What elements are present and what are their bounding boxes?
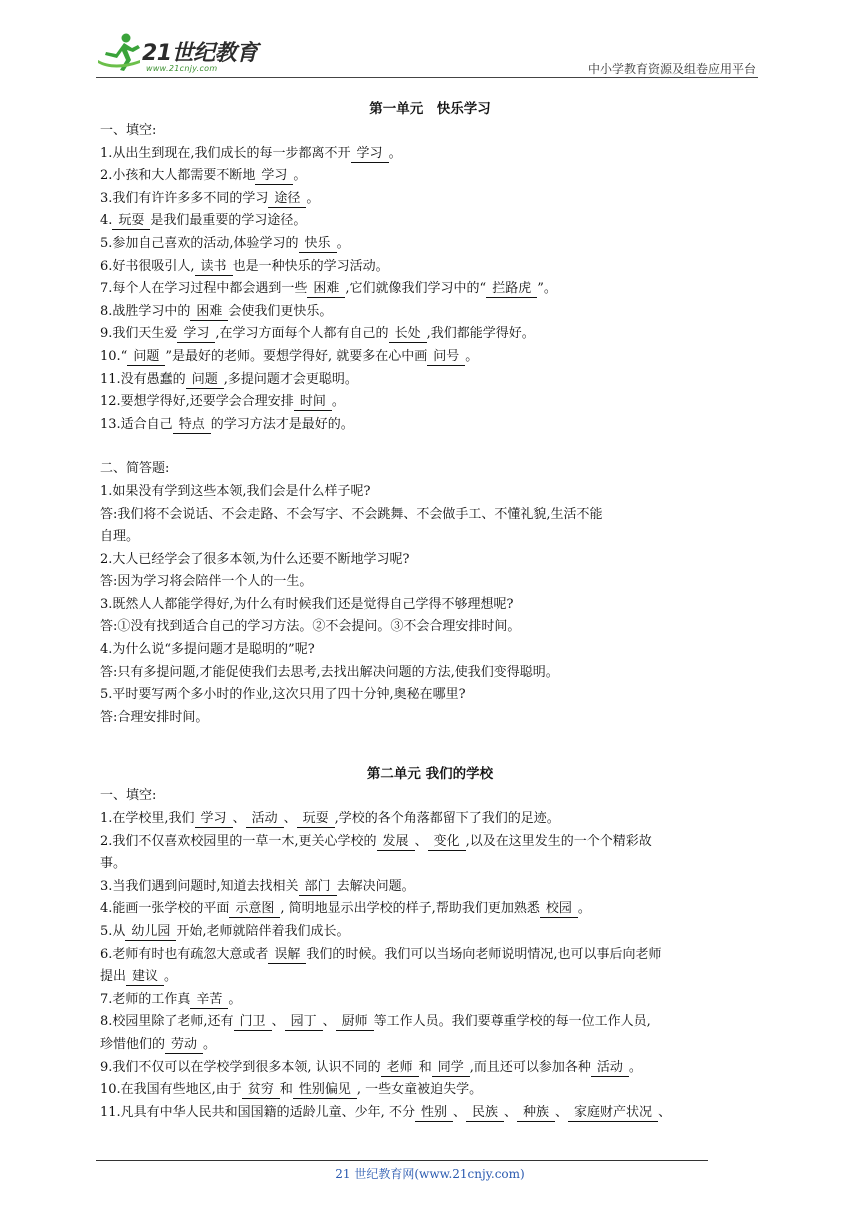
answer-blank: 学习 — [177, 325, 215, 343]
question-text: ,它们就像我们学习中的“ — [345, 281, 487, 297]
unit2-fill-line-7: 7.老师的工作真 辛苦 。 — [100, 991, 242, 1007]
answer-blank: 快乐 — [299, 235, 337, 253]
logo-url: www.21cnjy.com — [146, 64, 218, 73]
answer-line: 答:合理安排时间。 — [100, 709, 209, 725]
unit1-fill-heading: 一、填空: — [100, 123, 157, 138]
answer-line: 答:因为学习将会陪伴一个人的一生。 — [100, 574, 313, 590]
footer-link[interactable]: 21 世纪教育网(www.21cnjy.com) — [335, 1167, 525, 1181]
answer-line: 答:我们将不会说话、不会走路、不会写字、不会跳舞、不会做手工、不懂礼貌,生活不能 — [100, 506, 603, 522]
unit2-fill-line-9: 9.我们不仅可以在学校学到很多本领, 认识不同的 老师 和 同学 ,而且还可以参加各种 活动 。 — [100, 1059, 642, 1075]
document-body — [100, 98, 760, 1124]
unit1-fill-list — [100, 143, 760, 437]
answer-blank: 学习 — [255, 167, 293, 185]
question-text: ,多提问题才会更聪明。 — [223, 371, 358, 387]
unit1-qa-heading: 二、简答题: — [100, 461, 170, 477]
unit1-fill-line — [100, 301, 760, 324]
question-text: 13.适合自己 — [100, 416, 173, 432]
question-text: 12.要想学得好,还要学会合理安排 — [100, 394, 294, 410]
unit2-fill-line-1: 1.在学校里,我们 学习 、 活动 、 玩耍 ,学校的各个角落都留下了我们的足迹。 — [100, 811, 560, 827]
question-text: 是我们最重要的学习途径。 — [150, 213, 307, 229]
question-text: 4. — [100, 213, 113, 229]
unit1-fill-line — [100, 165, 760, 188]
question-text: 2.小孩和大人都需要不断地 — [100, 168, 256, 184]
unit2-fill-line-4: 4.能画一张学校的平面 示意图 , 简明地显示出学校的样子,帮助我们更加熟悉 校园 。 — [100, 901, 591, 917]
unit1-fill-line — [100, 278, 760, 301]
answer-blank: 困难 — [190, 303, 228, 321]
qa-line: 4.为什么说“多提问题才是聪明的”呢? — [100, 642, 315, 658]
unit2-fill-line-8-cont: 珍惜他们的 劳动 。 — [100, 1036, 217, 1052]
question-text: 。 — [465, 348, 479, 364]
unit2-fill-line-6-cont: 提出 建议 。 — [100, 969, 178, 985]
question-text: 。 — [331, 394, 345, 410]
unit2-fill-heading: 一、填空: — [100, 788, 157, 804]
unit2-fill-line-5: 5.从 幼儿园 开始,老师就陪伴着我们成长。 — [100, 924, 350, 939]
question-text: 。 — [306, 190, 320, 206]
answer-line: 答:①没有找到适合自己的学习方法。②不会提问。③不会合理安排时间。 — [100, 619, 521, 635]
unit1-fill-line — [100, 143, 760, 166]
question-text: 也是一种快乐的学习活动。 — [232, 258, 389, 274]
unit1-fill-line — [100, 188, 760, 211]
unit2-fill-line-8: 8.校园里除了老师,还有 门卫 、 园丁 、 厨师 等工作人员。我们要尊重学校的每一位工作人员, — [100, 1014, 651, 1030]
question-text: ,在学习方面每个人都有自己的 — [215, 326, 389, 342]
question-text: 6.好书很吸引人, — [100, 258, 195, 274]
qa-line: 2.大人已经学会了很多本领,为什么还要不断地学习呢? — [100, 551, 410, 567]
question-text: ,我们都能学得好。 — [426, 326, 535, 342]
unit2-fill-line-11: 11.凡具有中华人民共和国国籍的适龄儿童、少年, 不分 性别 、 民族 、 种族 、 家庭财产状况 、 — [100, 1104, 672, 1120]
answer-blank: 长处 — [389, 325, 427, 343]
answer-blank: 拦路虎 — [486, 280, 537, 298]
question-text: 9.我们天生爱 — [100, 326, 178, 342]
question-text: 7.每个人在学习过程中都会遇到一些 — [100, 281, 308, 297]
unit2-title: 第二单元 我们的学校 — [366, 766, 494, 783]
unit1-fill-line — [100, 414, 760, 437]
footer-divider — [96, 1160, 708, 1161]
qa-line: 5.平时要写两个多小时的作业,这次只用了四十分钟,奥秘在哪里? — [100, 687, 466, 703]
question-text: 。 — [293, 168, 307, 184]
spacer — [100, 729, 760, 763]
question-text: 5.参加自己喜欢的活动,体验学习的 — [100, 235, 299, 251]
question-text: 1.从出生到现在,我们成长的每一步都离不开 — [100, 145, 351, 161]
answer-blank: 特点 — [173, 416, 211, 434]
answer-blank: 问题 — [127, 348, 165, 366]
question-text: 10.“ — [100, 348, 128, 364]
answer-line: 答:只有多提问题,才能促使我们去思考,去找出解决问题的方法,使我们变得聪明。 — [100, 664, 559, 680]
unit2-fill-line-10: 10.在我国有些地区,由于 贫穷 和 性别偏见 , 一些女童被迫失学。 — [100, 1082, 483, 1098]
qa-line: 3.既然人人都能学得好,为什么有时候我们还是觉得自己学得不够理想呢? — [100, 596, 514, 612]
header-divider — [96, 77, 758, 78]
platform-label: 中小学教育资源及组卷应用平台 — [587, 62, 756, 76]
question-text: ”。 — [537, 281, 557, 297]
question-text: 。 — [388, 145, 402, 161]
unit1-fill-line — [100, 346, 760, 369]
unit2-fill-line-6: 6.老师有时也有疏忽大意或者 误解 我们的时候。我们可以当场向老师说明情况,也可以事后向老师 — [100, 946, 662, 962]
answer-blank: 问题 — [186, 371, 224, 389]
question-text: 。 — [336, 235, 350, 251]
unit1-qa-list — [100, 481, 760, 730]
page-header — [96, 30, 756, 80]
unit1-fill-line — [100, 233, 760, 256]
answer-blank: 问号 — [427, 348, 465, 366]
unit2-fill-line-3: 3.当我们遇到问题时,知道去找相关 部门 去解决问题。 — [100, 878, 415, 894]
unit1-fill-line — [100, 210, 760, 233]
spacer — [100, 436, 760, 458]
qa-line: 自理。 — [100, 529, 140, 545]
unit2-fill-line-2: 2.我们不仅喜欢校园里的一草一木,更关心学校的 发展 、 变化 ,以及在这里发生的一个个精彩故 — [100, 833, 652, 849]
unit1-fill-line — [100, 369, 760, 392]
runner-logo-icon — [96, 30, 142, 74]
answer-blank: 读书 — [195, 258, 233, 276]
answer-blank: 途径 — [268, 190, 306, 208]
unit1-fill-line — [100, 256, 760, 279]
unit1-title: 第一单元 快乐学习 — [369, 101, 491, 117]
answer-blank: 玩耍 — [112, 212, 150, 230]
unit1-fill-line — [100, 323, 760, 346]
question-text: 会使我们更快乐。 — [228, 303, 333, 319]
site-logo[interactable] — [96, 30, 266, 78]
answer-blank: 时间 — [294, 393, 332, 411]
answer-blank: 困难 — [307, 280, 345, 298]
unit1-fill-line — [100, 391, 760, 414]
logo-text: 21世纪教育 — [142, 41, 258, 66]
unit2-fill-line-2-cont: 事。 — [100, 856, 127, 872]
question-text: 11.没有愚蠢的 — [100, 371, 186, 387]
question-text: 8.战胜学习中的 — [100, 303, 191, 319]
answer-blank: 学习 — [351, 145, 389, 163]
question-text: 的学习方法才是最好的。 — [210, 416, 354, 432]
question-text: 3.我们有许许多多不同的学习 — [100, 190, 269, 206]
qa-line: 1.如果没有学到这些本领,我们会是什么样子呢? — [100, 483, 371, 499]
question-text: ”是最好的老师。要想学得好, 就要多在心中画 — [165, 348, 428, 364]
